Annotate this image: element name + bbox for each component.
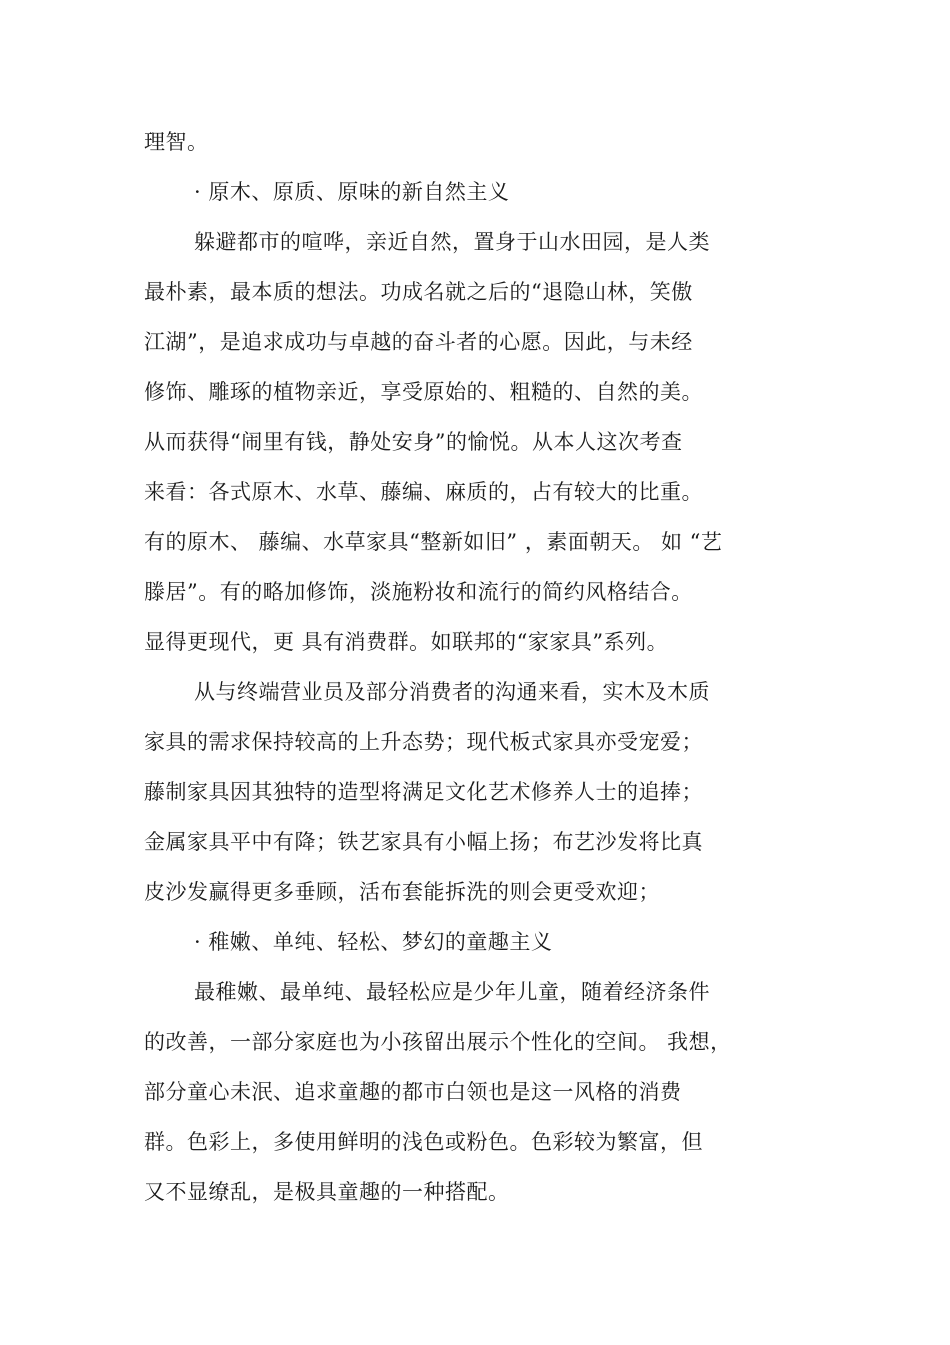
paragraph-line: 的改善，一部分家庭也为小孩留出展示个性化的空间。 我想，	[144, 1030, 732, 1054]
paragraph-line: 皮沙发赢得更多垂顾，活布套能拆洗的则会更受欢迎；	[144, 880, 660, 904]
paragraph-line: 修饰、雕琢的植物亲近，享受原始的、粗糙的、自然的美。	[144, 380, 703, 404]
paragraph-line: 家具的需求保持较高的上升态势；现代板式家具亦受宠爱；	[144, 730, 703, 754]
paragraph-line: 有的原木、 藤编、水草家具“整新如旧” ，素面朝天。 如 “艺	[144, 530, 723, 554]
paragraph-line: 藤制家具因其独特的造型将满足文化艺术修养人士的追捧；	[144, 780, 703, 804]
paragraph-line: 群。色彩上，多使用鲜明的浅色或粉色。色彩较为繁富，但	[144, 1130, 703, 1154]
paragraph-line: 最稚嫩、最单纯、最轻松应是少年儿童，随着经济条件	[194, 980, 710, 1004]
paragraph-line: 从与终端营业员及部分消费者的沟通来看，实木及木质	[194, 680, 710, 704]
paragraph-line: 金属家具平中有降；铁艺家具有小幅上扬；布艺沙发将比真	[144, 830, 703, 854]
paragraph-line: 又不显缭乱，是极具童趣的一种搭配。	[144, 1180, 510, 1204]
paragraph-line: 部分童心未泯、追求童趣的都市白领也是这一风格的消费	[144, 1080, 682, 1104]
paragraph-line: 显得更现代，更 具有消费群。如联邦的“家家具”系列。	[144, 630, 669, 654]
paragraph-line: 江湖”，是追求成功与卓越的奋斗者的心愿。因此，与未经	[144, 330, 693, 354]
paragraph-line: 滕居”。有的略加修饰，淡施粉妆和流行的简约风格结合。	[144, 580, 693, 604]
paragraph-line: 躲避都市的喧哗，亲近自然，置身于山水田园，是人类	[194, 230, 710, 254]
paragraph-line: 来看：各式原木、水草、藤编、麻质的，占有较大的比重。	[144, 480, 703, 504]
paragraph-line: 最朴素，最本质的想法。功成名就之后的“退隐山林，笑傲	[144, 280, 693, 304]
bullet-heading-natural: · 原木、原质、原味的新自然主义	[194, 180, 510, 204]
paragraph-line: 理智。	[144, 130, 209, 154]
bullet-heading-childlike: · 稚嫩、单纯、轻松、梦幻的童趣主义	[194, 930, 553, 954]
paragraph-line: 从而获得“闹里有钱，静处安身”的愉悦。从本人这次考查	[144, 430, 683, 454]
